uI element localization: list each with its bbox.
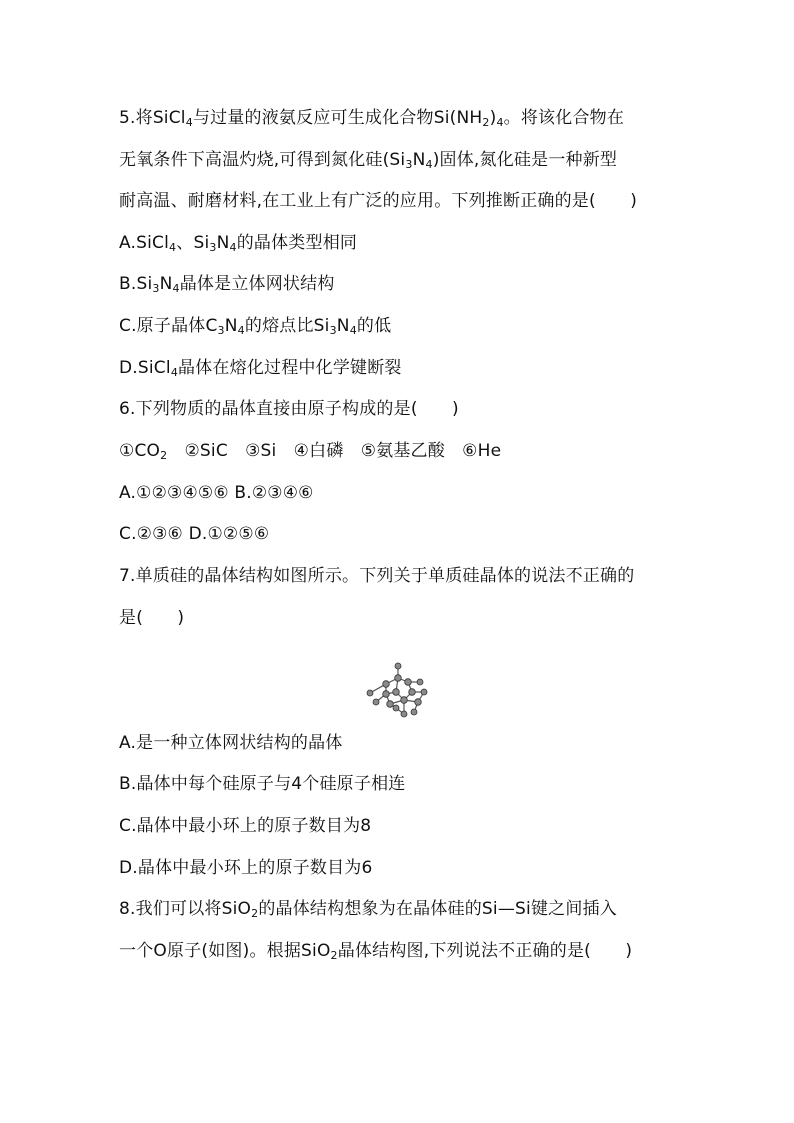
q5-text: 与过量的液氨反应可生成化合物Si(NH: [192, 108, 483, 128]
q5-text: 的低: [356, 316, 392, 336]
q5-subscript: 4: [237, 324, 245, 337]
q8-text: 的晶体结构想象为在晶体硅的Si—Si键之间插入: [258, 899, 617, 919]
q5-option-d: [119, 356, 402, 380]
q7-option-d: D.晶体中最小环上的原子数目为6: [119, 858, 373, 878]
q5-subscript: 4: [169, 241, 177, 254]
q5-text: A.SiCl: [119, 233, 170, 253]
q8-text: 8.我们可以将SiO: [119, 899, 252, 919]
q5-subscript: 3: [152, 282, 160, 295]
q5-subscript: 2: [482, 116, 490, 129]
q5-text: D.SiCl: [119, 358, 171, 378]
q7-option-a: A.是一种立体网状结构的晶体: [119, 733, 343, 753]
q8-subscript: 2: [251, 907, 259, 920]
q8-stem-line-2: [119, 939, 632, 963]
q5-text: N: [336, 316, 350, 336]
q5-subscript: 4: [170, 366, 179, 379]
q5-stem-line-2: [119, 148, 617, 172]
silicon-crystal-structure-figure: [362, 662, 442, 718]
q7-stem-line-2: 是( ): [119, 608, 185, 628]
q5-text: 5.将SiCl: [119, 108, 186, 128]
q5-text: 晶体在熔化过程中化学键断裂: [178, 358, 402, 378]
q5-subscript: 3: [209, 241, 217, 254]
q6-text: ②SiC ③Si ④白磷 ⑤氨基乙酸 ⑥He: [167, 441, 502, 461]
q6-items: [119, 439, 501, 463]
q7-option-b: B.晶体中每个硅原子与4个硅原子相连: [119, 774, 406, 794]
q5-subscript: 4: [185, 116, 193, 129]
q5-text: ): [489, 108, 497, 128]
q5-subscript: 4: [496, 116, 504, 129]
q5-text: 无氧条件下高温灼烧,可得到氮化硅(Si: [119, 150, 406, 170]
q5-text: 的晶体类型相同: [236, 233, 358, 253]
q6-subscript: 2: [160, 449, 168, 462]
q5-subscript: 4: [349, 324, 357, 337]
q5-text: N: [216, 233, 230, 253]
q5-stem-line-3: 耐高温、耐磨材料,在工业上有广泛的应用。下列推断正确的是( ): [119, 191, 638, 211]
q8-text: 一个O原子(如图)。根据SiO: [119, 941, 331, 961]
q5-subscript: 4: [425, 158, 433, 171]
q7-stem-line-1: 7.单质硅的晶体结构如图所示。下列关于单质硅晶体的说法不正确的: [119, 566, 635, 586]
q5-subscript: 3: [405, 158, 413, 171]
q5-stem-line-1: [119, 106, 624, 130]
q5-subscript: 4: [229, 241, 237, 254]
q5-option-c: [119, 314, 391, 338]
q7-option-c: C.晶体中最小环上的原子数目为8: [119, 816, 372, 836]
q5-text: B.Si: [119, 274, 153, 294]
q5-subscript: 3: [329, 324, 337, 337]
q5-text: )固体,氮化硅是一种新型: [432, 150, 618, 170]
q5-text: N: [412, 150, 426, 170]
q5-text: 晶体是立体网状结构: [179, 274, 335, 294]
q8-text: 晶体结构图,下列说法不正确的是( ): [337, 941, 633, 961]
q6-options-cd: C.②③⑥ D.①②⑤⑥: [119, 524, 270, 544]
q5-subscript: 3: [217, 324, 225, 337]
q5-option-b: [119, 272, 335, 296]
q5-text: 、Si: [176, 233, 210, 253]
q5-text: C.原子晶体C: [119, 316, 218, 336]
q6-text: ①CO: [119, 441, 161, 461]
q8-stem-line-1: [119, 897, 617, 921]
q6-stem: 6.下列物质的晶体直接由原子构成的是( ): [119, 399, 459, 419]
q5-text: 的熔点比Si: [244, 316, 330, 336]
q8-subscript: 2: [330, 949, 338, 962]
q6-options-ab: A.①②③④⑤⑥ B.②③④⑥: [119, 483, 314, 503]
q5-text: N: [224, 316, 238, 336]
q5-subscript: 4: [172, 282, 180, 295]
q5-text: N: [159, 274, 173, 294]
q5-text: 。将该化合物在: [503, 108, 625, 128]
q5-option-a: [119, 231, 357, 255]
